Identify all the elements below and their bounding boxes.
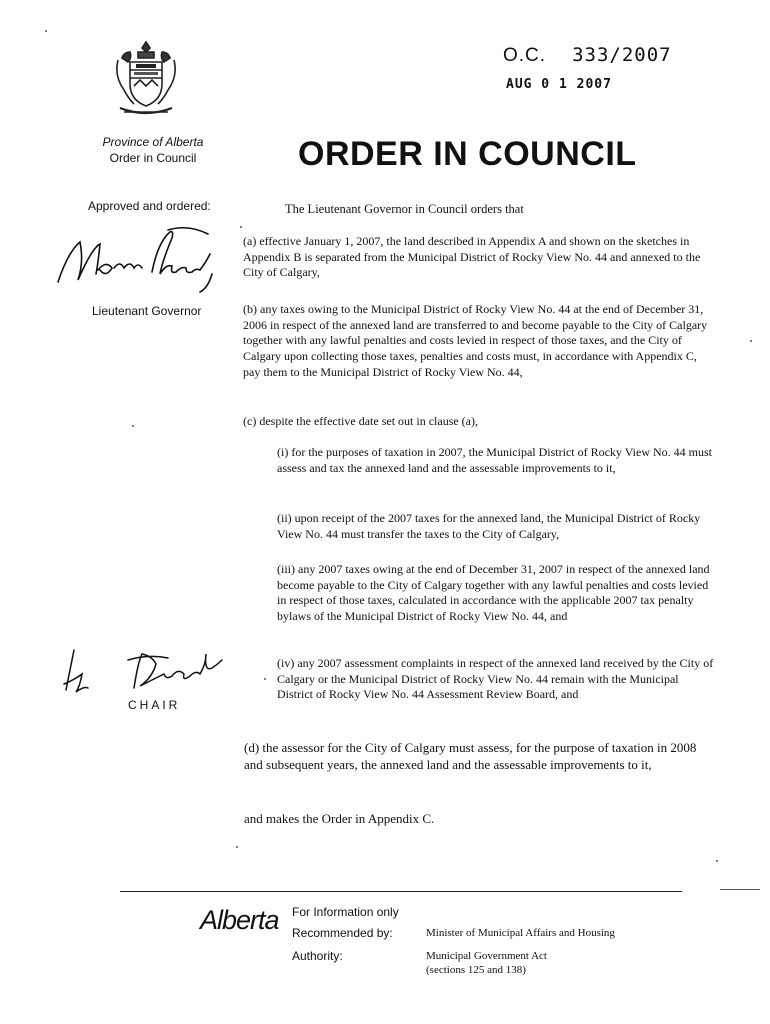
scan-speck xyxy=(45,30,47,32)
alberta-coat-of-arms-icon xyxy=(112,40,180,116)
scan-speck xyxy=(750,340,752,342)
clause-c-iii: (iii) any 2007 taxes owing at the end of December 31, 2007 in respect of the annexed land become payable to the City of Calgary together with any lawful penalties and costs levied in respect of those taxes, calculated in accordance with the applicable 2007 tax penalty bylaws of the Municipal District of Rocky View No. 44, and xyxy=(277,562,710,624)
lieutenant-governor-signature xyxy=(48,222,228,300)
authority-value xyxy=(426,949,547,977)
clause-a: (a) effective January 1, 2007, the land described in Appendix A and shown on the sketches in Appendix B is separated from the Municipal District of Rocky View No. 44 and annexed to the City of Calgary, xyxy=(243,234,701,280)
chair-label: CHAIR xyxy=(128,698,181,712)
date-stamp: AUG 0 1 2007 xyxy=(506,77,612,92)
province-name: Province of Alberta xyxy=(102,135,204,149)
oc-number-stamp xyxy=(503,44,672,67)
scan-speck xyxy=(716,860,718,862)
recommended-label: Recommended by: xyxy=(292,926,393,940)
authority-label: Authority: xyxy=(292,949,343,963)
clause-c-i: (i) for the purposes of taxation in 2007, the Municipal District of Rocky View No. 44 must assess and tax the annexed land and the assessable improvements to it, xyxy=(277,445,712,475)
lieutenant-governor-label: Lieutenant Governor xyxy=(92,304,202,318)
oc-number: 333/2007 xyxy=(572,44,672,66)
clause-c-ii: (ii) upon receipt of the 2007 taxes for the annexed land, the Municipal District of Rocky View No. 44 must transfer the taxes to the City of Calgary, xyxy=(277,511,701,541)
province-block xyxy=(70,134,236,166)
clause-d: (d) the assessor for the City of Calgary must assess, for the purpose of taxation in 2008 and subsequent years, the annexed land and the assessable improvements to it, xyxy=(244,740,697,772)
clause-c-iv: (iv) any 2007 assessment complaints in respect of the annexed land received by the City of Calgary or the Municipal District of Rocky View No. 44 remain with the Municipal District of Rocky View No. 44 Assessment Review Board, and xyxy=(277,656,714,702)
footer-divider-fragment xyxy=(720,889,760,890)
authority-act: Municipal Government Act xyxy=(426,950,547,962)
scan-speck xyxy=(240,226,242,228)
intro-text: The Lieutenant Governor in Council orders that xyxy=(285,202,524,216)
authority-sections: (sections 125 and 138) xyxy=(426,964,526,976)
scan-speck xyxy=(236,846,238,848)
closing-text: and makes the Order in Appendix C. xyxy=(244,811,435,826)
order-type: Order in Council xyxy=(109,151,197,165)
clause-b: (b) any taxes owing to the Municipal District of Rocky View No. 44 at the end of December 31, 2006 in respect of the annexed land are transferred to and become payable to the City of Calgary together with any lawful penalties and costs levied in respect of those taxes, and the City of Calgary upon collecting those taxes, penalties and costs must, in accordance with Appendix C, pay them to the Municipal District of Rocky View No. 44, xyxy=(243,302,708,379)
footer-divider xyxy=(120,891,682,892)
scan-speck xyxy=(264,678,266,680)
page-title: ORDER IN COUNCIL xyxy=(298,135,637,173)
alberta-logo: Alberta xyxy=(200,905,279,935)
approved-label: Approved and ordered: xyxy=(88,199,211,213)
info-only-label: For Information only xyxy=(292,905,399,919)
recommended-value: Minister of Municipal Affairs and Housing xyxy=(426,927,615,939)
oc-prefix: O.C. xyxy=(503,45,547,66)
clause-c: (c) despite the effective date set out in clause (a), xyxy=(243,414,479,428)
scan-speck xyxy=(132,425,134,427)
